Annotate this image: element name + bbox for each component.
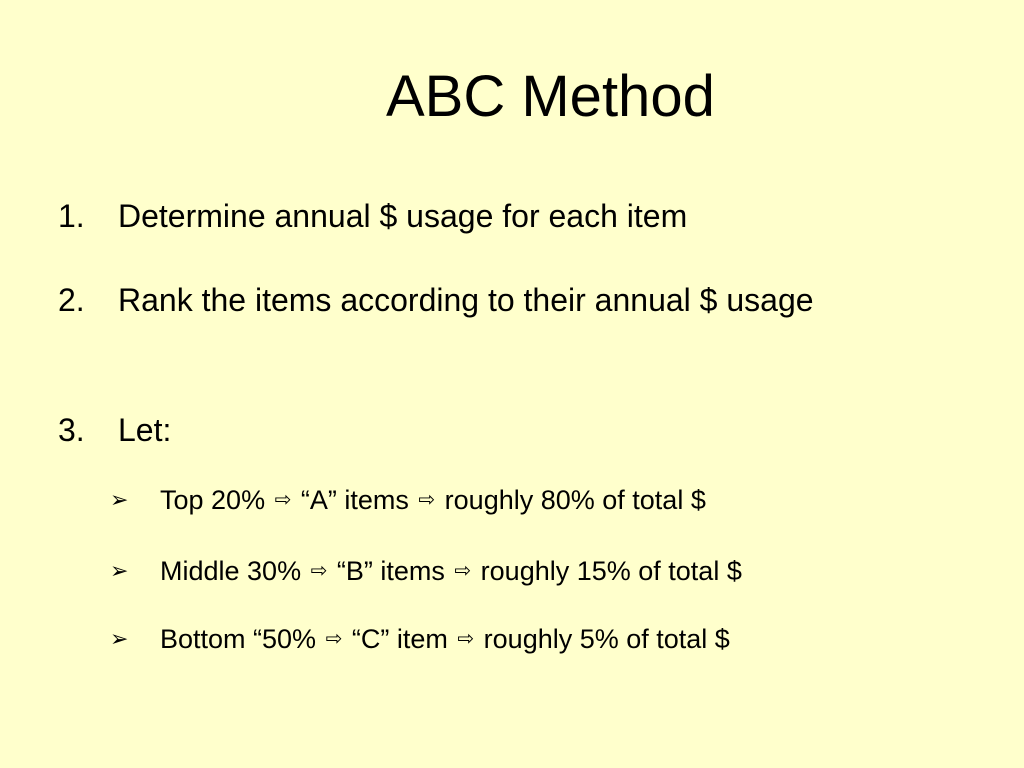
step-item [58,408,918,453]
right-arrow-icon: ⇨ [325,628,343,650]
slide-title: ABC Method [386,64,715,129]
step-item [58,278,918,323]
right-arrow-icon: ⇨ [457,628,475,650]
arrowhead-bullet-icon: ➢ [110,487,129,512]
step-item [58,194,918,239]
arrowhead-bullet-icon: ➢ [110,558,129,583]
right-arrow-icon: ⇨ [310,560,328,582]
step-number: 2. [58,282,85,318]
sub-item [110,621,730,657]
step-text: Let: [118,412,172,448]
sub-item-part1: Top 20% [160,485,266,515]
sub-item-part2: “A” items [300,485,409,515]
sub-item-part3: roughly 15% of total $ [480,556,742,586]
right-arrow-icon: ⇨ [454,560,472,582]
sub-item-part1: Middle 30% [160,556,302,586]
arrowhead-bullet-icon: ➢ [110,626,129,651]
sub-item [110,482,706,518]
sub-item [110,553,742,589]
sub-item-part2: “C” item [351,624,448,654]
sub-item-part3: roughly 5% of total $ [483,624,730,654]
right-arrow-icon: ⇨ [274,489,292,511]
right-arrow-icon: ⇨ [418,489,436,511]
sub-item-part2: “B” items [336,556,445,586]
step-text: Determine annual $ usage for each item [118,198,688,234]
sub-item-part1: Bottom “50% [160,624,317,654]
sub-item-part3: roughly 80% of total $ [444,485,706,515]
step-text: Rank the items according to their annual $ usage [118,282,814,318]
step-number: 1. [58,198,85,234]
step-number: 3. [58,412,85,448]
